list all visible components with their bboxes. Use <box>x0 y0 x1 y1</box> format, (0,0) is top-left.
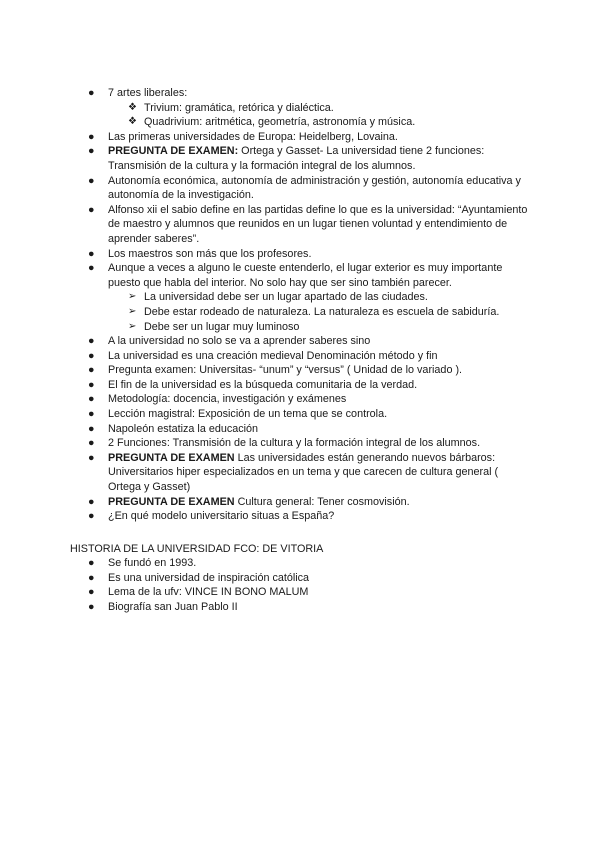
exam-question-label: PREGUNTA DE EXAMEN <box>108 495 235 508</box>
bullet-icon: ● <box>88 408 95 421</box>
item-text: El fin de la universidad es la búsqueda comunitaria de la verdad. <box>108 378 418 391</box>
bullet-icon: ● <box>88 335 95 348</box>
bullet-icon: ● <box>88 510 95 523</box>
main-bullet-list <box>88 86 528 524</box>
sub-list-item <box>128 101 528 116</box>
sub-list-item <box>128 115 528 130</box>
arrow-bullet-icon: ➢ <box>128 320 137 332</box>
section-heading: HISTORIA DE LA UNIVERSIDAD FCO: DE VITORIA <box>70 543 324 555</box>
item-text: Los maestros son más que los profesores. <box>108 247 312 260</box>
list-item <box>88 144 528 173</box>
item-text: Cultura general: Tener cosmovisión. <box>234 495 410 508</box>
item-text: Las primeras universidades de Europa: Heidelberg, Lovaina. <box>108 130 398 143</box>
item-text: Lección magistral: Exposición de un tema que se controla. <box>108 408 388 421</box>
list-item <box>88 349 528 364</box>
item-text: Metodología: docencia, investigación y exámenes <box>108 393 347 406</box>
item-text: Ortega y Gasset- La universidad tiene 2 funciones: Transmisión de la cultura y la formación integral de los alumnos. <box>108 145 485 172</box>
list-item <box>88 509 528 524</box>
list-item <box>88 203 528 247</box>
list-item <box>88 451 528 495</box>
diamond-bullet-icon: ❖ <box>128 116 137 128</box>
diamond-bullet-icon: ❖ <box>128 101 137 113</box>
item-text: La universidad es una creación medieval Denominación método y fin <box>108 349 438 362</box>
item-text: Autonomía económica, autonomía de administración y gestión, autonomía educativa y autonomía de la investigación. <box>108 174 521 202</box>
item-text: Aunque a veces a alguno le cueste entenderlo, el lugar exterior es muy importante puesto que habla del interior. No solo hay que ser sino también parecer. <box>108 262 503 289</box>
history-bullet-list <box>88 556 528 614</box>
list-item <box>88 600 528 615</box>
bullet-icon: ● <box>88 557 95 569</box>
bullet-icon: ● <box>88 145 95 158</box>
bullet-icon: ● <box>88 393 95 406</box>
list-item <box>88 392 528 407</box>
item-text: Las universidades están generando nuevos bárbaros: Universitarios hiper especializados en un tema y que carecen de cultura general ( Ortega y Gasset) <box>108 451 499 494</box>
item-text: Lema de la ufv: VINCE IN BONO MALUM <box>108 586 309 599</box>
item-text: ¿En qué modelo universitario situas a España? <box>108 510 335 523</box>
item-text: La universidad debe ser un lugar apartado de las ciudades. <box>144 291 428 304</box>
item-text: Quadrivium: aritmética, geometría, astronomía y música. <box>144 116 416 129</box>
bullet-icon: ● <box>88 87 95 99</box>
bullet-icon: ● <box>88 174 95 187</box>
item-text: Biografía san Juan Pablo II <box>108 600 238 613</box>
bullet-icon: ● <box>88 600 95 613</box>
list-item <box>88 407 528 422</box>
list-item <box>88 174 528 203</box>
list-item <box>88 130 528 145</box>
item-text: Napoleón estatiza la educación <box>108 422 259 435</box>
list-item <box>88 261 528 334</box>
bullet-icon: ● <box>88 378 95 391</box>
bullet-icon: ● <box>88 130 95 143</box>
item-text: Trivium: gramática, retórica y dialéctica. <box>144 101 334 114</box>
item-text: A la universidad no solo se va a aprender saberes sino <box>108 335 371 348</box>
list-item <box>88 363 528 378</box>
bullet-icon: ● <box>88 364 95 377</box>
list-item <box>88 556 528 571</box>
list-item <box>88 247 528 262</box>
artes-sublist <box>128 101 528 130</box>
list-item <box>88 86 528 130</box>
item-text: Debe ser un lugar muy luminoso <box>144 320 300 333</box>
bullet-icon: ● <box>88 571 95 584</box>
exam-question-label: PREGUNTA DE EXAMEN: <box>108 145 239 158</box>
item-text: Debe estar rodeado de naturaleza. La naturaleza es escuela de sabiduría. <box>144 305 500 318</box>
bullet-icon: ● <box>88 451 95 464</box>
list-item <box>88 378 528 393</box>
item-text: 7 artes liberales: <box>108 87 188 99</box>
sub-list-item <box>128 290 528 305</box>
list-item <box>88 422 528 437</box>
sub-list-item <box>128 320 528 335</box>
bullet-icon: ● <box>88 349 95 362</box>
list-item <box>88 585 528 600</box>
bullet-icon: ● <box>88 422 95 435</box>
list-item <box>88 334 528 349</box>
lugar-sublist <box>128 290 528 334</box>
list-item <box>88 436 528 451</box>
bullet-icon: ● <box>88 262 95 275</box>
arrow-bullet-icon: ➢ <box>128 305 137 317</box>
item-text: 2 Funciones: Transmisión de la cultura y la formación integral de los alumnos. <box>108 437 481 450</box>
sub-list-item <box>128 305 528 320</box>
list-item <box>88 495 528 510</box>
item-text: Se fundó en 1993. <box>108 557 197 569</box>
bullet-icon: ● <box>88 495 95 508</box>
list-item <box>88 571 528 586</box>
bullet-icon: ● <box>88 247 95 260</box>
bullet-icon: ● <box>88 586 95 599</box>
item-text: Es una universidad de inspiración católica <box>108 571 310 584</box>
exam-question-label: PREGUNTA DE EXAMEN <box>108 451 235 464</box>
bullet-icon: ● <box>88 437 95 450</box>
arrow-bullet-icon: ➢ <box>128 291 137 303</box>
item-text: Pregunta examen: Universitas- “unum” y “versus” ( Unidad de lo variado ). <box>108 364 463 377</box>
bullet-icon: ● <box>88 203 95 216</box>
item-text: Alfonso xii el sabio define en las partidas define lo que es la universidad: “Ayuntamiento de maestro y alumnos que reunidos en un lugar tienen voluntad y entendimiento de aprender saberes”. <box>108 203 528 245</box>
